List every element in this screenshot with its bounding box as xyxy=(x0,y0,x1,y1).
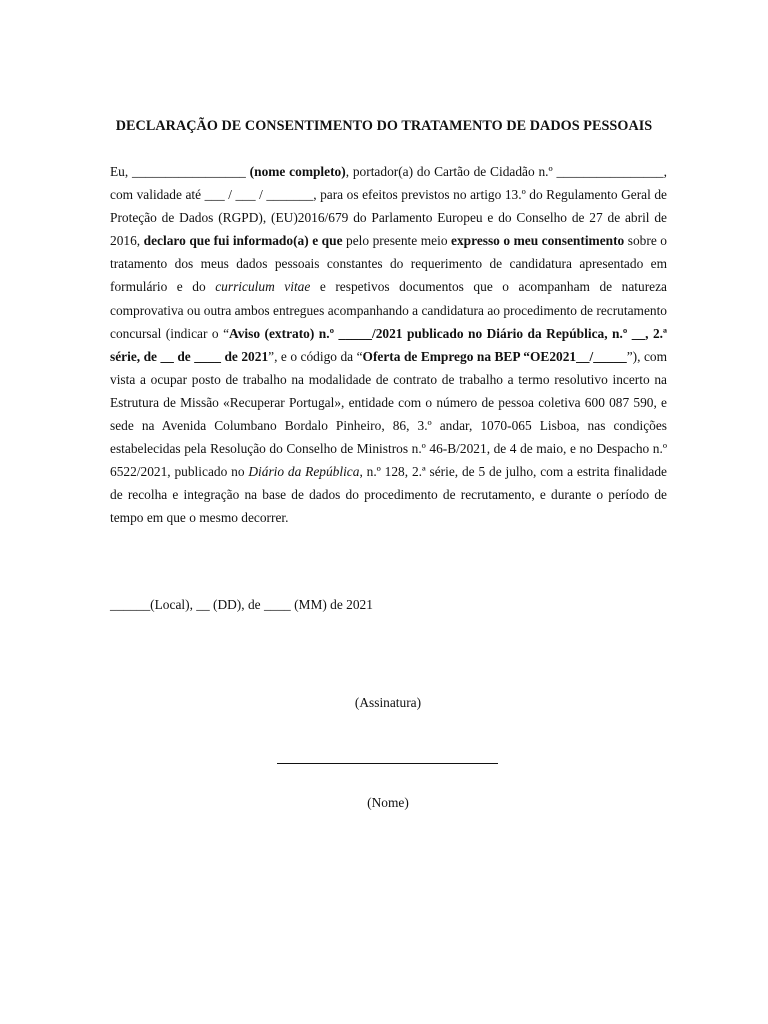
text-segment: ”, e o código da “ xyxy=(268,348,363,364)
signature-label: (Assinatura) xyxy=(354,695,422,710)
consent-bold-text: expresso o meu consentimento xyxy=(451,233,625,249)
notice-reference-bold: Aviso (extrato) n.º _____/2021 publicado no Diário da República, n.º __, 2.ª série, de __ de ____ de 2021 xyxy=(110,325,668,364)
text-segment: e respetivos documentos que o acompanham de natureza comprovativa ou outra ambos entregues acompanhando a candidatura ao procedimento de recrutamento concursal (indicar o “ xyxy=(110,279,667,341)
declaration-bold-text: declaro que fui informado(a) e que xyxy=(143,233,343,249)
place-date-line: ______(Local), __ (DD), de ____ (MM) de 2021 xyxy=(110,597,373,612)
job-offer-code-bold: Oferta de Emprego na BEP “OE2021__/_____ xyxy=(362,348,627,364)
text-segment: , portador(a) do Cartão de Cidadão n.º xyxy=(345,164,557,179)
validity-date-blank: ___ / ___ / _______ xyxy=(204,187,314,203)
text-segment: , com validade até xyxy=(110,164,667,203)
text-segment: sobre o tratamento dos meus dados pessoais constantes do requerimento de candidatura apresentado em formulário e do xyxy=(110,233,667,295)
signature-line xyxy=(277,763,498,764)
curriculum-vitae-italic: curriculum vitae xyxy=(215,279,311,295)
name-blank: _________________ xyxy=(132,164,246,179)
text-segment: ”), com vista a ocupar posto de trabalho na modalidade de contrato de trabalho a termo resolutivo incerto na Estrutura de Missão «Recuperar Portugal», entidade com o número de pessoa coletiva 600 087 590, e sede na Avenida Columbano Bordalo Pinheiro, 86, 3.º andar, 1070-065 Lisboa, nas condições estabelecidas pela Resolução do Conselho de Ministros n.º 46-B/2021, de 4 de maio, e no Despacho n.º 6522/2021, publicado no xyxy=(110,348,667,480)
text-segment: pelo presente meio xyxy=(342,233,452,249)
text-segment: , n.º 128, 2.ª série, de 5 de julho, com a estrita finalidade de recolha e integração na base de dados do procedimento de recrutamento, e durante o período de tempo em que o mesmo decorrer. xyxy=(110,464,667,526)
declaration-paragraph xyxy=(110,160,667,530)
name-label: (Nome) xyxy=(367,795,409,810)
diario-republica-italic: Diário da República xyxy=(248,464,360,480)
id-number-blank: ________________ xyxy=(556,164,664,179)
text-segment: , para os efeitos previstos no artigo 13.º do Regulamento Geral de Proteção de Dados (RGPD), (EU)2016/679 do Parlamento Europeu e do Conselho de 27 de abril de 2016, xyxy=(110,187,668,249)
document-title: DECLARAÇÃO DE CONSENTIMENTO DO TRATAMENTO DE DADOS PESSOAIS xyxy=(115,118,653,134)
text-segment: Eu, xyxy=(110,164,133,179)
name-field-label: (nome completo) xyxy=(249,164,346,179)
